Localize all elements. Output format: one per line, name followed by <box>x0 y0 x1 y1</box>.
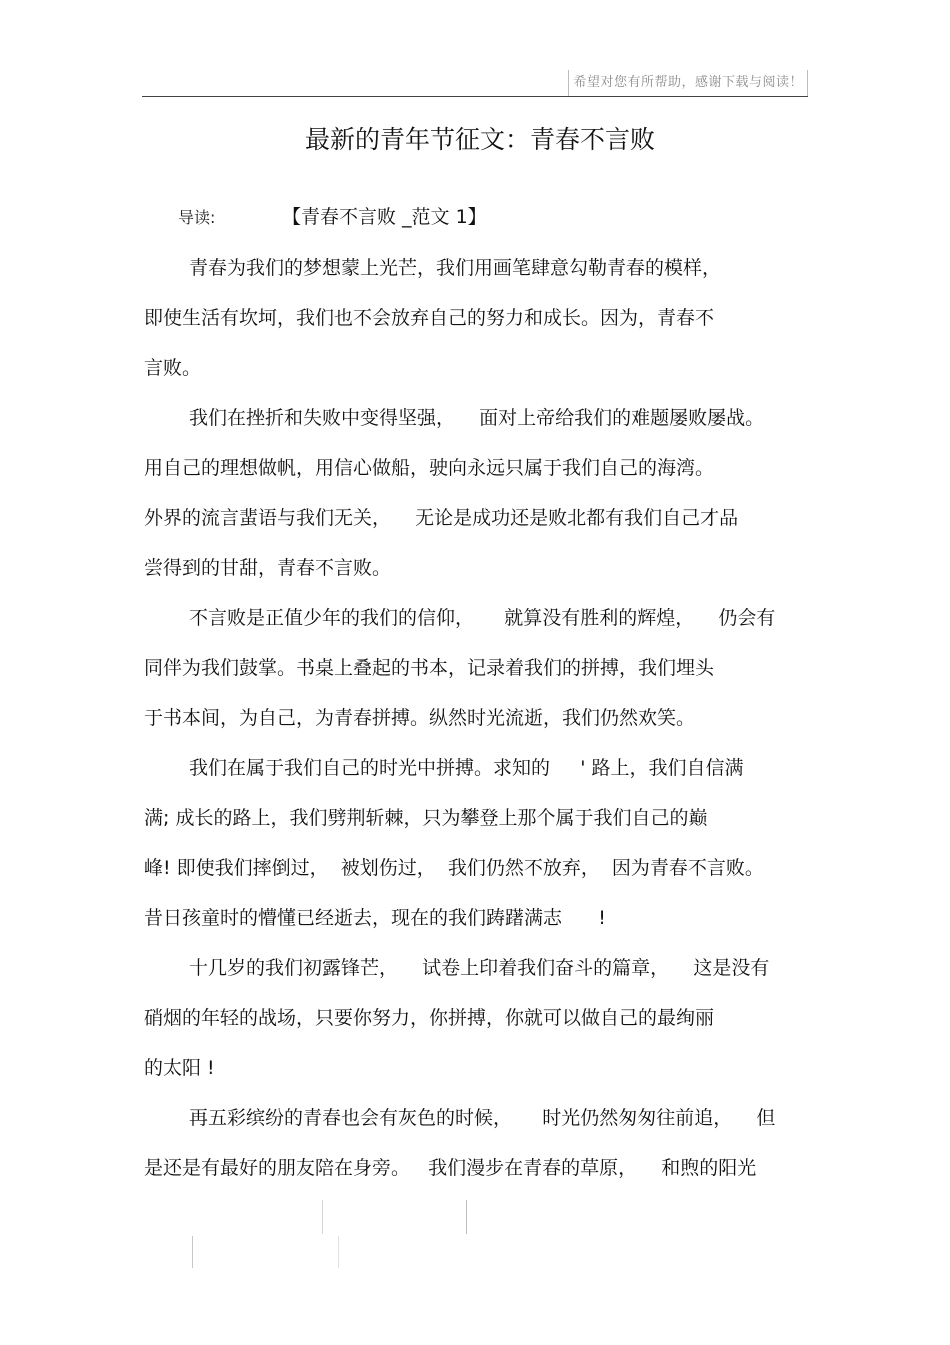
body-line-3: 言败。 <box>144 357 202 379</box>
body-line-15: 十几岁的我们初露锋芒， 试卷上印着我们奋斗的篇章， 这是没有 <box>189 957 770 979</box>
body-line-18: 再五彩缤纷的青春也会有灰色的时候， 时光仍然匆匆往前追， 但 <box>189 1107 776 1129</box>
guide-value: 【青春不言败 _范文 1】 <box>282 206 487 228</box>
body-line-11: 我们在属于我们自己的时光中拼搏。求知的 ' 路上，我们自信满 <box>189 757 744 779</box>
body-line-1: 青春为我们的梦想蒙上光芒，我们用画笔肆意勾勒青春的模样， <box>189 257 722 279</box>
body-line-19: 是还是有最好的朋友陪在身旁。 我们漫步在青春的草原， 和煦的阳光 <box>144 1157 757 1179</box>
page-title: 最新的青年节征文：青春不言败 <box>304 125 655 154</box>
header-note: 希望对您有所帮助，感谢下载与阅读！ <box>568 70 808 96</box>
cropped-fragment-mark <box>322 1200 323 1234</box>
body-line-10: 于书本间，为自己，为青春拼搏。纵然时光流逝，我们仍然欢笑。 <box>144 707 696 729</box>
header-rule <box>142 96 808 97</box>
cropped-fragment-mark <box>466 1200 467 1234</box>
body-line-5: 用自己的理想做帆，用信心做船，驶向永远只属于我们自己的海湾。 <box>144 457 715 479</box>
body-line-17: 的太阳 ! <box>144 1057 215 1079</box>
body-line-14: 昔日孩童时的懵懂已经逝去，现在的我们踌躇满志 ! <box>144 907 606 929</box>
guide-label: 导读: <box>178 208 216 227</box>
body-line-8: 不言败是正值少年的我们的信仰， 就算没有胜利的辉煌， 仍会有 <box>189 607 776 629</box>
body-line-13: 峰! 即使我们摔倒过， 被划伤过， 我们仍然不放弃， 因为青春不言败。 <box>144 857 764 879</box>
body-line-12: 满; 成长的路上，我们劈荆斩棘，只为攀登上那个属于我们自己的巅 <box>144 807 708 829</box>
body-line-7: 尝得到的甘甜，青春不言败。 <box>144 557 392 579</box>
body-line-9: 同伴为我们鼓掌。书桌上叠起的书本，记录着我们的拼搏，我们埋头 <box>144 657 715 679</box>
cropped-fragment-mark <box>338 1236 339 1268</box>
body-line-16: 硝烟的年轻的战场，只要你努力，你拼搏，你就可以做自己的最绚丽 <box>144 1007 715 1029</box>
cropped-fragment-mark <box>192 1236 193 1268</box>
body-line-2: 即使生活有坎坷，我们也不会放弃自己的努力和成长。因为，青春不 <box>144 307 715 329</box>
body-line-4: 我们在挫折和失败中变得坚强， 面对上帝给我们的难题屡败屡战。 <box>189 407 765 429</box>
body-line-6: 外界的流言蜚语与我们无关， 无论是成功还是败北都有我们自己才品 <box>144 507 739 529</box>
